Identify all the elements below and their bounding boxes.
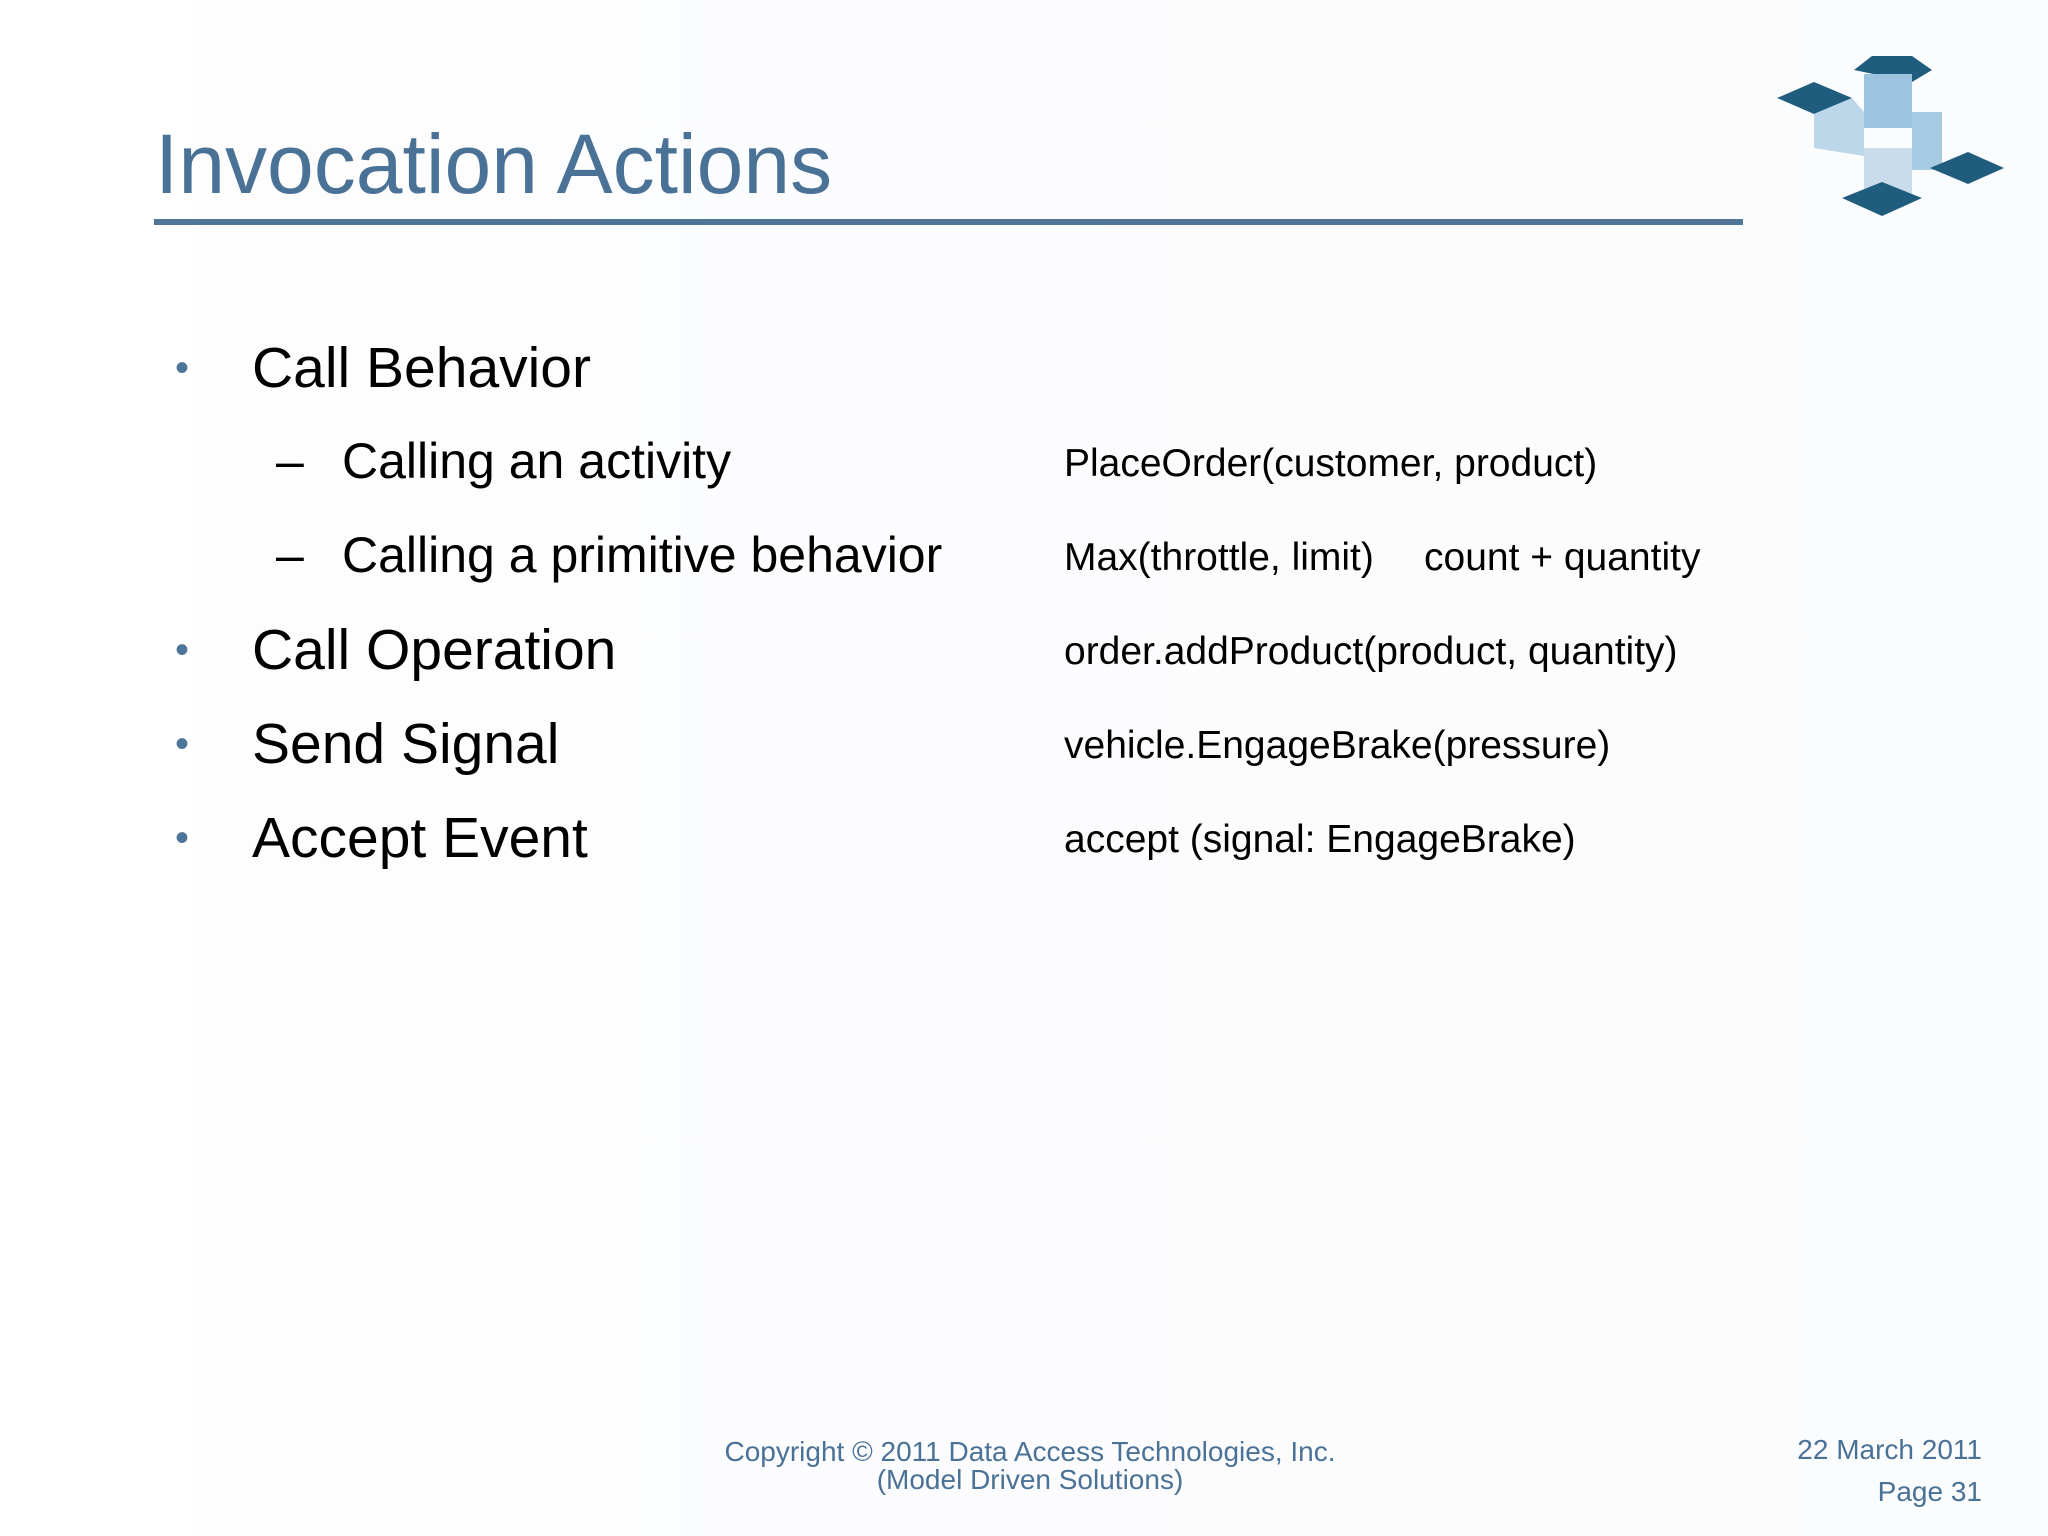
company-logo-icon <box>1772 52 2012 222</box>
dash-icon: – <box>276 527 304 583</box>
list-item-calling-activity: Calling an activity <box>342 433 732 489</box>
page-number: Page 31 <box>1877 1476 1982 1507</box>
copyright-line-1: Copyright © 2011 Data Access Technologies, Inc. <box>724 1436 1336 1467</box>
bullet-icon: • <box>175 346 190 390</box>
list-item-call-behavior: Call Behavior <box>252 336 591 400</box>
example-count-quantity: count + quantity <box>1424 536 1701 579</box>
dash-icon: – <box>276 433 304 489</box>
slide-title: Invocation Actions <box>155 117 833 211</box>
list-item-calling-primitive: Calling a primitive behavior <box>342 527 943 583</box>
example-accept-signal: accept (signal: EngageBrake) <box>1064 818 1576 861</box>
list-item-accept-event: Accept Event <box>252 806 588 870</box>
copyright-footer <box>690 1438 1370 1494</box>
list-item-send-signal: Send Signal <box>252 712 560 776</box>
example-max: Max(throttle, limit) <box>1064 536 1374 579</box>
bullet-icon: • <box>175 816 190 860</box>
date-page-block <box>1797 1429 1982 1513</box>
copyright-line-2: (Model Driven Solutions) <box>876 1464 1184 1495</box>
title-divider <box>154 219 1743 225</box>
example-place-order: PlaceOrder(customer, product) <box>1064 442 1598 485</box>
example-engage-brake: vehicle.EngageBrake(pressure) <box>1064 724 1611 767</box>
bullet-icon: • <box>175 628 190 672</box>
logo-tile-6 <box>1912 112 1942 170</box>
slide-date: 22 March 2011 <box>1797 1434 1982 1465</box>
list-item-call-operation: Call Operation <box>252 618 617 682</box>
bullet-icon: • <box>175 722 190 766</box>
logo-tile-4 <box>1864 74 1912 128</box>
example-add-product: order.addProduct(product, quantity) <box>1064 630 1678 673</box>
